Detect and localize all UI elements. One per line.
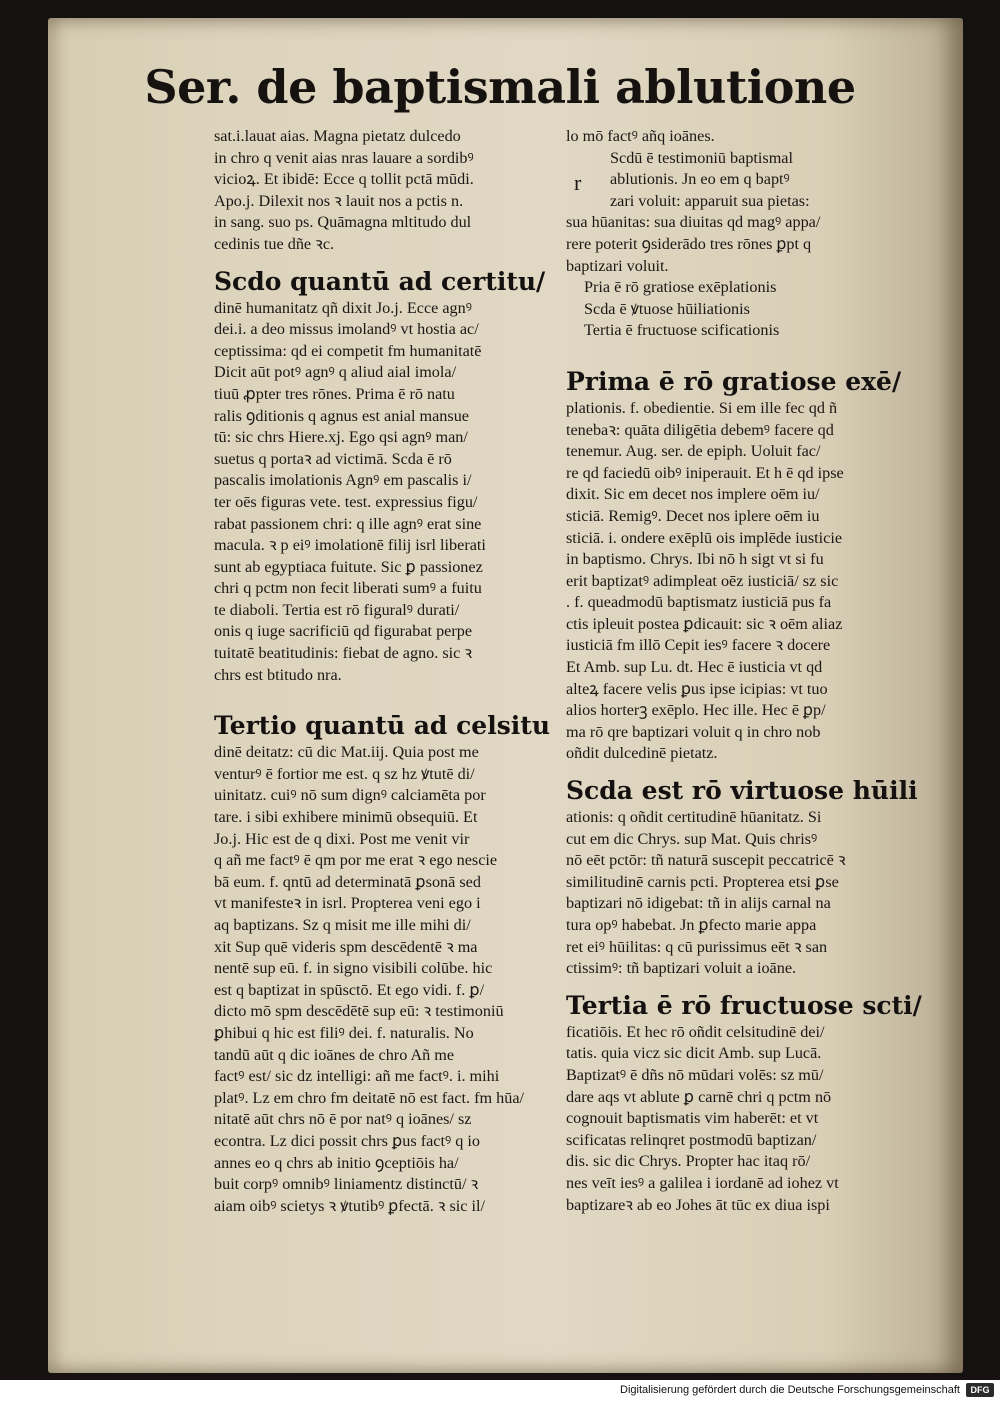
text-line: te diaboli. Tertia est rō figuralꝰ durati/ xyxy=(214,600,460,619)
text-line: sunt ab egyptiaca fuitute. Sic ꝑ passionez xyxy=(214,557,483,576)
text-line: dei.i. a deo missus imolandꝰ vt hostia ac/ xyxy=(214,320,479,339)
text-line: Et Amb. sup Lu. dt. Hec ē iusticia vt qd xyxy=(566,658,823,677)
text-line: baptizari nō idigebat: tñ in alijs carnal na xyxy=(566,894,831,913)
text-line: oñdit dulcedinē pietatz. xyxy=(566,744,718,763)
text-line: tare. i sibi exhibere minimū obsequiū. Et xyxy=(214,808,478,827)
text-line: nō eēt pctōr: tñ naturā suscepit peccatricē ꝛ xyxy=(566,851,846,870)
text-line: in chro q venit aias nras lauare a sordibꝰ xyxy=(214,148,474,167)
text-line: rere poterit ꝯsiderādo tres rōnes ꝑpt q xyxy=(566,234,812,253)
text-line: dis. sic dic Chrys. Propter hac itaq rō/ xyxy=(566,1152,811,1171)
text-line: ma rō qre baptizari voluit q in chro nob xyxy=(566,722,821,741)
text-line: tuitatē beatitudinis: fiebat de agno. sic ꝛ xyxy=(214,644,473,663)
margin-marker: r xyxy=(574,170,582,195)
text-line: scificatas relinqret postmodū baptizan/ xyxy=(566,1130,817,1149)
footer-bar xyxy=(0,1380,1000,1402)
text-line: zari voluit: apparuit sua pietas: xyxy=(610,191,810,210)
text-line: dare aqs vt ablute ꝑ carnē chri q pctm nō xyxy=(566,1087,832,1106)
text-line: tiuū ꝓpter tres rōnes. Prima ē rō natu xyxy=(214,384,455,403)
funding-notice: Digitalisierung gefördert durch die Deutsche Forschungsgemeinschaft xyxy=(620,1384,960,1396)
right-text-column xyxy=(566,126,922,1216)
text-line: buit corpꝰ omnibꝰ liniamentz distinctū/ ꝛ xyxy=(214,1175,479,1194)
text-line: dicto mō spm descēdētē sup eū: ꝛ testimoniū xyxy=(214,1002,504,1021)
section-heading: Prima ē rō gratiose exē/ xyxy=(566,366,902,396)
text-line: erit baptizatꝰ adimpleat oēz iusticiā/ sz sic xyxy=(566,571,839,590)
text-line: macula. ꝛ p eiꝰ imolationē filij isrl liberati xyxy=(214,536,486,555)
text-line: chri q pctm non fecit liberati sumꝰ a fuitu xyxy=(214,579,482,598)
text-line: pascalis imolationis Agnꝰ em pascalis i/ xyxy=(214,471,472,490)
text-line: rabat passionem chri: q ille agnꝰ erat sine xyxy=(214,514,482,533)
text-line: factꝰ est/ sic dz intelligi: añ me factꝰ. i. mihi xyxy=(214,1067,500,1086)
text-line: bā eum. f. qntū ad determinatā ꝑsonā sed xyxy=(214,872,481,891)
text-line: cognouit baptismatis vim haberēt: et vt xyxy=(566,1109,819,1128)
text-line: iusticiā fm illō Cepit iesꝰ facere ꝛ docere xyxy=(566,636,831,655)
text-line: in sang. suo ps. Quāmagna mltitudo dul xyxy=(214,213,472,232)
text-line: tura opꝰ habebat. Jn ꝑfecto marie appa xyxy=(566,916,817,934)
text-line: q añ me factꝰ ē qm por me erat ꝛ ego nescie xyxy=(214,851,498,870)
text-line: aq baptizans. Sz q misit me ille mihi di/ xyxy=(214,916,471,934)
text-line: alios horterꝫ exēplo. Hec ille. Hec ē ꝑp/ xyxy=(566,701,826,720)
text-line: tatis. quia vicz sic dicit Amb. sup Lucā. xyxy=(566,1044,822,1063)
text-line: Scdū ē testimoniū baptismal xyxy=(610,148,793,167)
text-line: plationis. f. obedientie. Si em ille fec qd ñ xyxy=(566,398,838,417)
text-line: chrs est btitudo nra. xyxy=(214,665,342,684)
text-line: annes eo q chrs ab initio ꝯceptiōis ha/ xyxy=(214,1153,459,1172)
text-line: sticiā. Remigꝰ. Decet nos iplere oēm iu xyxy=(566,506,820,525)
text-line: ctis ipleuit postea ꝑdicauit: sic ꝛ oēm aliaz xyxy=(566,614,843,633)
text-line: nitatē aūt chrs nō ē por natꝰ q ioānes/ sz xyxy=(214,1110,472,1129)
text-line: dinē humanitatz qñ dixit Jo.j. Ecce agnꝰ xyxy=(214,298,472,317)
text-line: similitudinē carnis pcti. Propterea etsi ꝑse xyxy=(566,872,839,891)
text-line: tenebaꝛ: quāta diligētia debemꝰ facere qd xyxy=(566,420,834,439)
left-text-column xyxy=(214,126,559,1217)
text-line: ꝑhibui q hic est filiꝰ dei. f. naturalis. No xyxy=(214,1023,474,1042)
text-line: nentē sup eū. f. in signo visibili colūbe. hic xyxy=(214,959,493,978)
text-line: uinitatz. cuiꝰ nō sum dignꝰ calciamēta por xyxy=(214,786,486,805)
text-line: in baptismo. Chrys. Ibi nō h sigt vt si fu xyxy=(566,550,824,569)
text-line: dinē deitatz: cū dic Mat.iij. Quia post me xyxy=(214,743,479,762)
text-line: tū: sic chrs Hiere.xj. Ego qsi agnꝰ man/ xyxy=(214,428,468,447)
text-line: ationis: q oñdit certitudinē hūanitatz. Si xyxy=(566,808,822,827)
text-line: est q baptizat in spūsctō. Et ego vidi. f. ꝑ/ xyxy=(214,980,485,999)
text-line: tandū aūt q dic ioānes de chro Añ me xyxy=(214,1045,455,1064)
text-line: lo mō factꝰ añq ioānes. xyxy=(566,127,715,145)
section-heading: Tertia ē rō fructuose scti/ xyxy=(566,990,922,1020)
text-line: vicioꝝ. Et ibidē: Ecce q tollit pctā mūdi. xyxy=(214,170,474,189)
text-line: venturꝰ ē fortior me est. q sz hz ꝟtutē di/ xyxy=(214,764,475,783)
dfg-logo-icon: DFG xyxy=(966,1383,994,1397)
text-line: ret eiꝰ hūilitas: q cū purissimus eēt ꝛ san xyxy=(566,937,828,956)
text-line: ablutionis. Jn eo em q baptꝰ xyxy=(610,170,790,189)
text-line: ter oēs figuras vete. test. expressius figu/ xyxy=(214,492,478,511)
text-line: Apo.j. Dilexit nos ꝛ lauit nos a pctis n. xyxy=(214,191,464,210)
text-line: ctissimꝰ: tñ baptizari voluit a ioāne. xyxy=(566,959,797,978)
paragraph-gap xyxy=(214,686,559,700)
text-line: cut em dic Chrys. sup Mat. Quis chrisꝰ xyxy=(566,829,818,848)
text-line: Baptizatꝰ ē dñs nō mūdari volēs: sz mū/ xyxy=(566,1065,824,1084)
text-line: ceptissima: qd ei competit fm humanitatē xyxy=(214,341,482,360)
text-line: re qd faciedū oibꝰ iniperauit. Et h ē qd ipse xyxy=(566,463,844,482)
text-line: Scda ē ꝟtuose hūiliationis xyxy=(584,299,750,318)
text-line: Tertia ē fructuose scificationis xyxy=(584,321,780,340)
section-heading: Scda est rō virtuose hūili xyxy=(566,776,918,806)
text-line: Dicit aūt potꝰ agnꝰ q aliud aial imola/ xyxy=(214,363,457,382)
text-line: sua hūanitas: sua diuitas qd magꝰ appa/ xyxy=(566,213,821,232)
text-line: Jo.j. Hic est de q dixi. Post me venit vir xyxy=(214,829,470,848)
text-line: cedinis tue dñe ꝛc. xyxy=(214,234,335,253)
text-line: platꝰ. Lz em chro fm deitatē nō est fact. fm hūa/ xyxy=(214,1088,525,1107)
text-line: . f. queadmodū baptismatz iusticiā pus fa xyxy=(566,593,832,612)
section-heading: Tertio quantū ad celsitu xyxy=(214,711,550,741)
text-line: dixit. Sic em decet nos implere oēm iu/ xyxy=(566,485,820,504)
text-line: suetus q portaꝛ ad victimā. Scda ē rō xyxy=(214,449,452,468)
text-line: xit Sup quē videris spm descēdentē ꝛ ma xyxy=(214,937,478,956)
page-title: Ser. de baptismali ablutione xyxy=(144,60,856,114)
text-line: baptizari voluit. xyxy=(566,256,669,275)
text-line: nes veīt iesꝰ a galilea i iordanē ad iohez vt xyxy=(566,1173,839,1192)
text-line: baptizareꝛ ab eo Johes āt tūc ex diua ispi xyxy=(566,1195,830,1214)
text-line: onis q iuge sacrificiū qd figurabat perpe xyxy=(214,622,473,641)
text-line: sat.i.lauat aias. Magna pietatz dulcedo xyxy=(214,127,461,145)
text-line: ralis ꝯditionis q agnus est anial mansue xyxy=(214,406,469,425)
text-line: sticiā. i. ondere exēplū ois implēde iusticie xyxy=(566,528,843,547)
text-line: tenemur. Aug. ser. de epiph. Uoluit fac/ xyxy=(566,442,821,461)
text-line: econtra. Lz dici possit chrs ꝑus factꝰ q io xyxy=(214,1131,480,1150)
text-line: alteꝝ facere velis ꝑus ipse icipias: vt tuo xyxy=(566,679,828,698)
text-line: Pria ē rō gratiose exēplationis xyxy=(584,278,777,297)
text-line: aiam oibꝰ scietys ꝛ ꝟtutibꝰ ꝑfectā. ꝛ sic il/ xyxy=(214,1196,486,1215)
paragraph-gap xyxy=(566,342,906,356)
text-line: vt manifesteꝛ in isrl. Propterea veni ego i xyxy=(214,894,481,913)
text-line: ficatiōis. Et hec rō oñdit celsitudinē dei/ xyxy=(566,1022,825,1041)
section-heading: Scdo quantū ad certitu/ xyxy=(214,266,546,296)
